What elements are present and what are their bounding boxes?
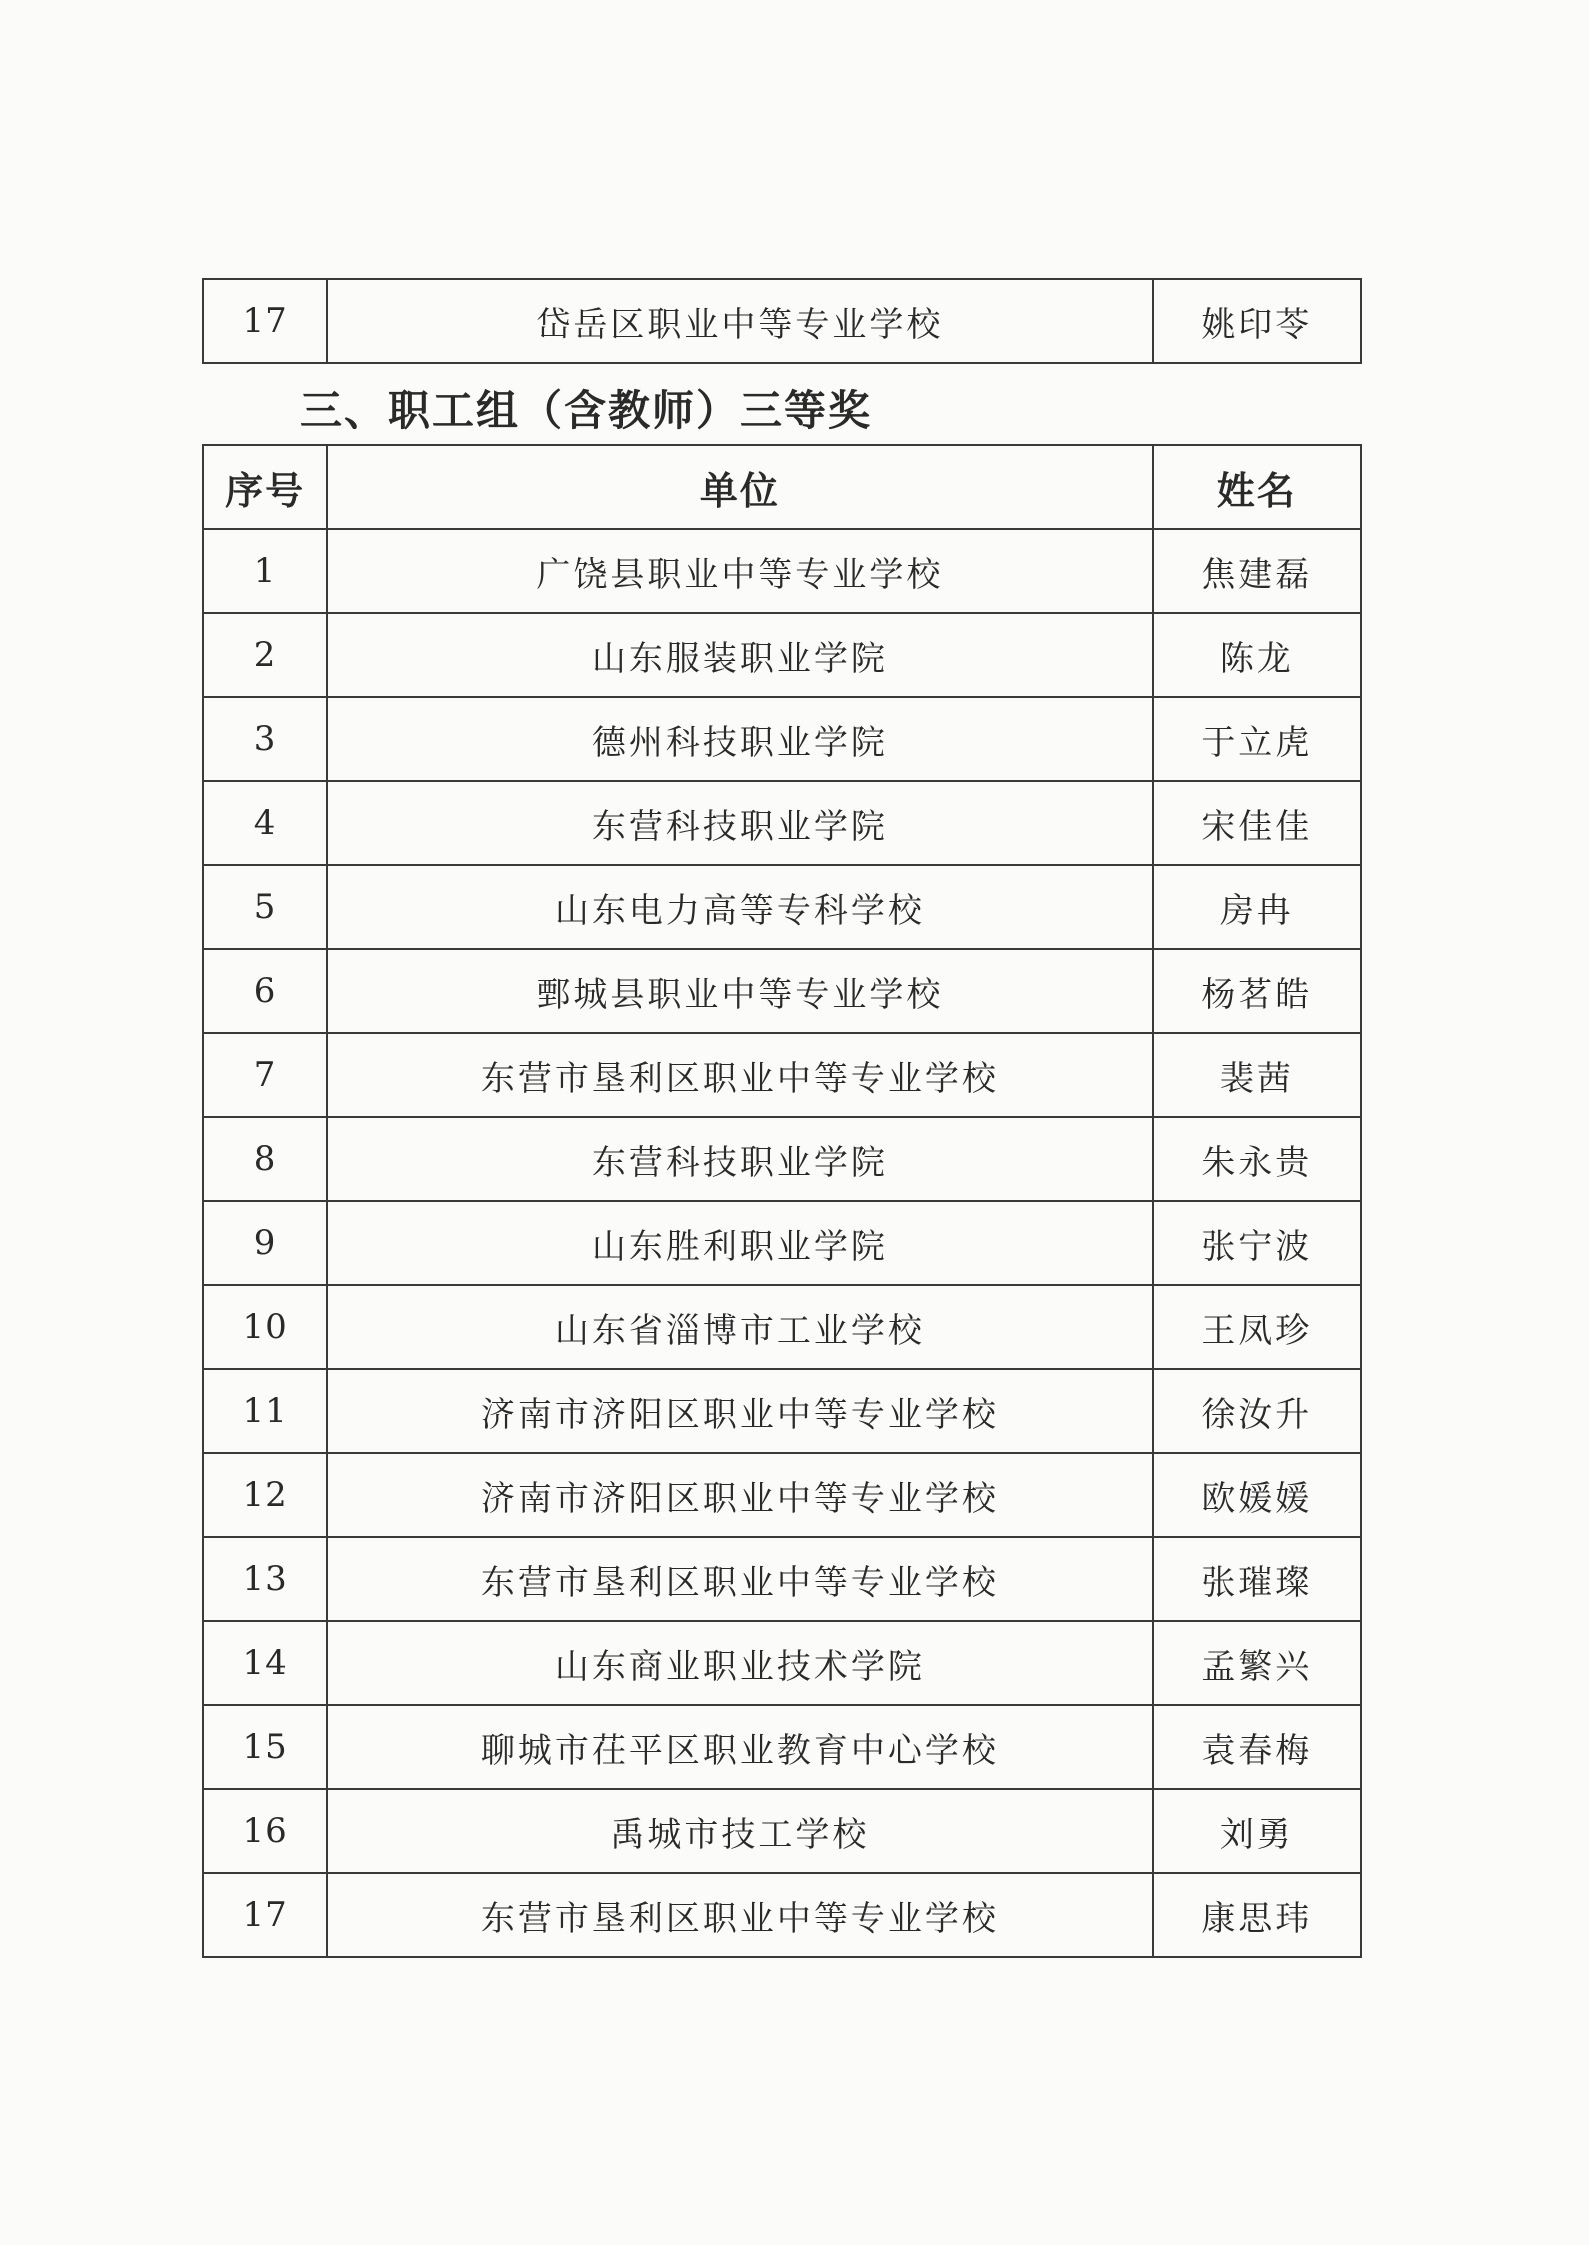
row-unit: 济南市济阳区职业中等专业学校 (327, 1369, 1152, 1453)
row-index: 1 (203, 529, 327, 613)
row-name: 徐汝升 (1153, 1369, 1361, 1453)
row-unit: 山东服装职业学院 (327, 613, 1152, 697)
row-index: 7 (203, 1033, 327, 1117)
row-name: 张宁波 (1153, 1201, 1361, 1285)
table-row (203, 949, 1361, 1033)
table-header-row (203, 445, 1361, 529)
row-index: 17 (203, 279, 327, 363)
table-row (203, 1117, 1361, 1201)
row-unit: 山东电力高等专科学校 (327, 865, 1152, 949)
row-unit: 山东胜利职业学院 (327, 1201, 1152, 1285)
table-row (203, 1285, 1361, 1369)
row-unit: 山东商业职业技术学院 (327, 1621, 1152, 1705)
row-index: 10 (203, 1285, 327, 1369)
header-index: 序号 (203, 445, 327, 529)
table-row (203, 1705, 1361, 1789)
table-row (203, 1453, 1361, 1537)
row-index: 17 (203, 1873, 327, 1957)
row-unit: 东营市垦利区职业中等专业学校 (327, 1873, 1152, 1957)
row-index: 14 (203, 1621, 327, 1705)
row-name: 裴茜 (1153, 1033, 1361, 1117)
previous-award-table (202, 278, 1362, 364)
table-row (203, 279, 1361, 363)
row-index: 6 (203, 949, 327, 1033)
row-name: 陈龙 (1153, 613, 1361, 697)
row-name: 朱永贵 (1153, 1117, 1361, 1201)
row-unit: 岱岳区职业中等专业学校 (327, 279, 1152, 363)
row-name: 康思玮 (1153, 1873, 1361, 1957)
row-unit: 东营市垦利区职业中等专业学校 (327, 1033, 1152, 1117)
row-index: 8 (203, 1117, 327, 1201)
third-prize-table-body (203, 529, 1361, 1957)
table-row (203, 1789, 1361, 1873)
section-heading: 三、职工组（含教师）三等奖 (300, 386, 873, 435)
row-index: 4 (203, 781, 327, 865)
header-name: 姓名 (1153, 445, 1361, 529)
table-row (203, 1537, 1361, 1621)
row-index: 16 (203, 1789, 327, 1873)
third-prize-table (202, 444, 1362, 1958)
previous-award-table-body (203, 279, 1361, 363)
row-index: 12 (203, 1453, 327, 1537)
row-name: 张璀璨 (1153, 1537, 1361, 1621)
row-index: 13 (203, 1537, 327, 1621)
table-row (203, 613, 1361, 697)
row-unit: 德州科技职业学院 (327, 697, 1152, 781)
row-name: 刘勇 (1153, 1789, 1361, 1873)
row-index: 11 (203, 1369, 327, 1453)
row-name: 杨茗皓 (1153, 949, 1361, 1033)
row-name: 王凤珍 (1153, 1285, 1361, 1369)
row-name: 宋佳佳 (1153, 781, 1361, 865)
row-index: 9 (203, 1201, 327, 1285)
header-unit: 单位 (327, 445, 1152, 529)
table-row (203, 529, 1361, 613)
row-name: 姚印苓 (1153, 279, 1361, 363)
table-row (203, 781, 1361, 865)
table-row (203, 1621, 1361, 1705)
table-row (203, 1201, 1361, 1285)
row-name: 欧媛媛 (1153, 1453, 1361, 1537)
row-index: 15 (203, 1705, 327, 1789)
row-unit: 禹城市技工学校 (327, 1789, 1152, 1873)
row-index: 5 (203, 865, 327, 949)
row-name: 焦建磊 (1153, 529, 1361, 613)
row-unit: 东营科技职业学院 (327, 781, 1152, 865)
row-unit: 广饶县职业中等专业学校 (327, 529, 1152, 613)
table-row (203, 697, 1361, 781)
table-row (203, 1873, 1361, 1957)
row-unit: 济南市济阳区职业中等专业学校 (327, 1453, 1152, 1537)
row-unit: 东营科技职业学院 (327, 1117, 1152, 1201)
row-name: 房冉 (1153, 865, 1361, 949)
row-unit: 聊城市茌平区职业教育中心学校 (327, 1705, 1152, 1789)
row-index: 2 (203, 613, 327, 697)
row-unit: 东营市垦利区职业中等专业学校 (327, 1537, 1152, 1621)
table-row (203, 1369, 1361, 1453)
row-index: 3 (203, 697, 327, 781)
row-name: 袁春梅 (1153, 1705, 1361, 1789)
row-unit: 鄄城县职业中等专业学校 (327, 949, 1152, 1033)
row-unit: 山东省淄博市工业学校 (327, 1285, 1152, 1369)
table-row (203, 1033, 1361, 1117)
row-name: 于立虎 (1153, 697, 1361, 781)
row-name: 孟繁兴 (1153, 1621, 1361, 1705)
table-row (203, 865, 1361, 949)
